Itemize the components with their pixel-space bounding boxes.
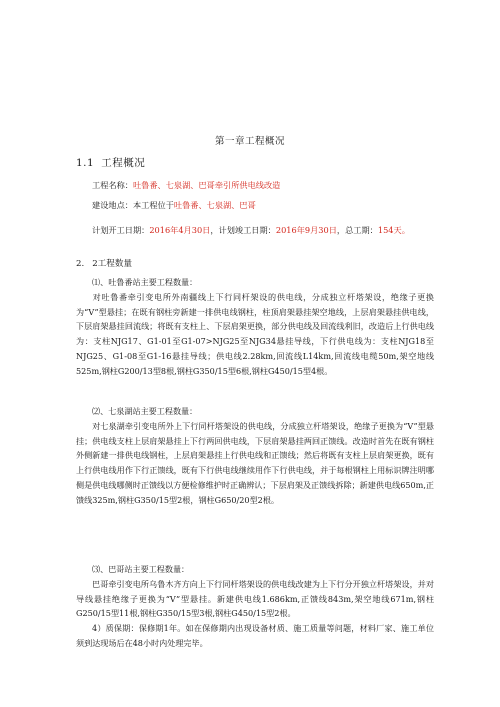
warranty-paragraph <box>76 621 434 650</box>
location-value: 吐鲁番、七泉湖、巴哥 <box>173 200 256 210</box>
bage-body: 巴哥牵引变电所乌鲁木齐方向上下行同杆塔架设的供电线改建为上下行分开独立杆塔架设，并对导线悬挂绝缘子更换为“V”型悬挂。新建供电线1.686km,正馈线843m,架空地线671m,钢柱G250/15型11根,钢柱G350/15型3根,钢柱G450/15型2根。 <box>76 579 434 619</box>
project-name-label: 工程名称： <box>92 180 133 190</box>
total-duration-label: ，总工期： <box>336 225 378 235</box>
turpan-heading: ⑴、吐鲁番站主要工程数量： <box>92 277 198 287</box>
section-title: 工程概况 <box>101 157 146 169</box>
location-label: 建设地点：本工程位于 <box>92 200 174 210</box>
qiquanhu-heading: ⑵、七泉湖站主要工程数量： <box>92 406 198 416</box>
section2-number: 2. <box>76 259 85 269</box>
location-line <box>92 200 256 210</box>
project-name-line <box>92 180 280 190</box>
turpan-paragraph <box>76 290 434 378</box>
chapter-title: 第一章工程概况 <box>214 136 285 147</box>
total-duration-value: 154天 <box>377 225 402 235</box>
turpan-body: 对吐鲁番牵引变电所外南疆线上下行同杆架设的供电线，分成独立杆塔架设，绝缘子更换为“V”型悬挂；在既有钢柱旁新建一排供电线钢柱，柱顶肩架悬挂架空地线，上层肩架悬挂供电线，下层肩架悬挂回流线；将既有支柱上、下层肩架更换，部分供电线及回流线利旧，改造后上行供电线为：支柱NJG17、G1-01至G1-07>NJG25至NJG34悬挂导线，下行供电线为：支柱NJG18至NJG25、G1-08至G1-16悬挂导线；供电线2.28km,回流线L14km,回流线电缆50m,架空地线525m,钢柱G200/13型8根,钢柱G350/15型6根,钢柱G450/15型4根。 <box>76 292 434 376</box>
schedule-end-punct: 。 <box>401 225 410 235</box>
section-number: 1.1 <box>76 157 95 169</box>
qiquanhu-paragraph <box>76 419 434 507</box>
warranty-body: 4）质保期：保修期1年。如在保修期内出现设备材质、施工质量等问题，材料厂家、施工单位须到达现场后在48小时内处理完毕。 <box>76 623 434 648</box>
bage-paragraph <box>76 577 434 621</box>
end-date-label: ，计划竣工日期： <box>210 225 276 235</box>
end-date-value: 2016年9月30日 <box>275 225 337 235</box>
section2-title: 2工程数量 <box>92 259 133 269</box>
schedule-line <box>92 225 410 235</box>
section-heading-1-1 <box>76 155 145 170</box>
bage-heading: ⑶、巴哥站主要工程数量： <box>92 564 190 574</box>
start-date-value: 2016年4月30日 <box>149 225 211 235</box>
start-date-label: 计划开工日期： <box>92 225 150 235</box>
section-heading-2 <box>76 257 132 269</box>
qiquanhu-body: 对七泉湖牵引变电所外上下行同杆塔架设的供电线，分成独立杆塔架设，绝缘子更换为“V”型悬挂；供电线支柱上层肩架悬挂上下行两回供电线，下层肩架悬挂两回正馈线。改造时首先在既有钢柱外侧新建一排供电线钢柱，上层肩架悬挂上行供电线和正馈线；然后将既有支柱上层肩架更换，既有上行供电线用作下行正馈线，既有下行供电线继续用作下行供电线，并于每根钢柱上用标识牌注明哪侧是供电线哪侧时正馈线以方便检修维护时正确辨认；下层肩架及正馈线拆除；新建供电线650m,正馈线325m,钢柱G350/15型2根，钢柱G650/20型2根。 <box>76 421 434 505</box>
project-name-value: 吐鲁番、七泉湖、巴哥牵引所供电线改造 <box>132 180 281 190</box>
